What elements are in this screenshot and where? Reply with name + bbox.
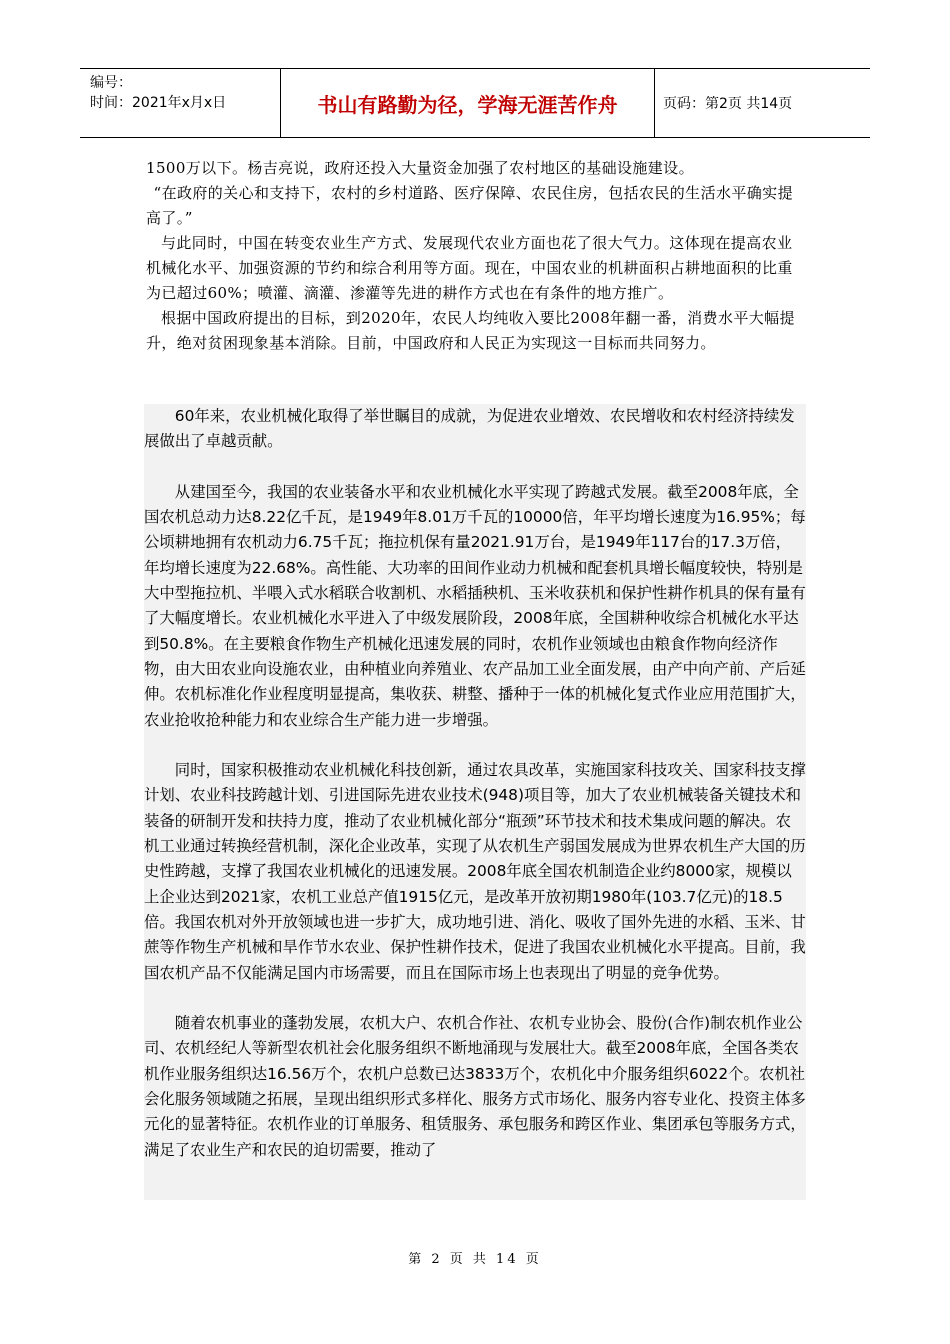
document-date-label: 时间：2021年x月x日 [90, 95, 227, 111]
highlighted-article-section [144, 404, 806, 1200]
paragraph: 1500万以下。杨吉亮说，政府还投入大量资金加强了农村地区的基础设施建设。 [146, 159, 694, 177]
paragraph: 从建国至今，我国的农业装备水平和农业机械化水平实现了跨越式发展。截至2008年底，全国农机总动力达8.22亿千瓦，是1949年8.01万千瓦的10000倍，年平均增长速度为16.95%；每公顷耕地拥有农机动力6.75千瓦；拖拉机保有量2021.91万台，是1949年117台的17.3万倍，年均增长速度为22.68%。高性能、大功率的田间作业动力机械和配套机具增长幅度较快，特别是大中型拖拉机、半喂入式水稻联合收割机、水稻插秧机、玉米收获机和保护性耕作机具的保有量有了大幅度增长。农业机械化水平进入了中级发展阶段，2008年底，全国耕种收综合机械化水平达到50.8%。在主要粮食作物生产机械化迅速发展的同时，农机作业领域也由粮食作物向经济作物，由大田农业向设施农业，由种植业向养殖业、农产品加工业全面发展，由产中向产前、产后延伸。农机标准化作业程度明显提高，集收获、耕整、播种于一体的机械化复式作业应用范围扩大，农业抢收抢种能力和农业综合生产能力进一步增强。 [144, 482, 806, 729]
article-body-top [146, 156, 806, 356]
paragraph: 与此同时，中国在转变农业生产方式、发展现代农业方面也花了很大气力。这体现在提高农业机械化水平、加强资源的节约和综合利用等方面。现在，中国农业的机耕面积占耕地面积的比重为已超过60%；喷灌、滴灌、渗灌等先进的耕作方式也在有条件的地方推广。 [146, 234, 793, 302]
paragraph: “在政府的关心和支持下，农村的乡村道路、医疗保障、农民住房，包括农民的生活水平确实提高了。” [146, 184, 793, 227]
header-info-cell [80, 69, 281, 137]
paragraph: 60年来，农业机械化取得了举世瞩目的成就，为促进农业增效、农民增收和农村经济持续发展做出了卓越贡献。 [144, 407, 795, 451]
header-page-label: 页码：第2页 共14页 [663, 96, 793, 112]
document-number-label: 编号： [90, 75, 132, 91]
header-motto: 书山有路勤为径，学海无涯苦作舟 [281, 69, 655, 137]
paragraph: 随着农机事业的蓬勃发展，农机大户、农机合作社、农机专业协会、股份(合作)制农机作业公司、农机经纪人等新型农机社会化服务组织不断地涌现与发展壮大。截至2008年底，全国各类农机作业服务组织达16.56万个，农机户总数已达3833万个，农机化中介服务组织6022个。农机社会化服务领域随之拓展，呈现出组织形式多样化、服务方式市场化、服务内容专业化、投资主体多元化的显著特征。农机作业的订单服务、租赁服务、承包服务和跨区作业、集团承包等服务方式，满足了农业生产和农民的迫切需要，推动了 [144, 1014, 806, 1159]
page-footer: 第 2 页 共 14 页 [408, 1252, 542, 1267]
paragraph: 根据中国政府提出的目标，到2020年，农民人均纯收入要比2008年翻一番，消费水平大幅提升，绝对贫困现象基本消除。目前，中国政府和人民正为实现这一目标而共同努力。 [146, 309, 795, 352]
page-header [80, 68, 870, 138]
paragraph: 同时，国家积极推动农业机械化科技创新，通过农具改革，实施国家科技攻关、国家科技支撑计划、农业科技跨越计划、引进国际先进农业技术(948)项目等，加大了农业机械装备关键技术和装备的研制开发和扶持力度，推动了农业机械化部分“瓶颈”环节技术和技术集成问题的解决。农机工业通过转换经营机制，深化企业改革，实现了从农机生产弱国发展成为世界农机生产大国的历史性跨越，支撑了我国农业机械化的迅速发展。2008年底全国农机制造企业约8000家，规模以上企业达到2021家，农机工业总产值1915亿元，是改革开放初期1980年(103.7亿元)的18.5倍。我国农机对外开放领域也进一步扩大，成功地引进、消化、吸收了国外先进的水稻、玉米、甘蔗等作物生产机械和旱作节水农业、保护性耕作技术，促进了我国农业机械化水平提高。目前，我国农机产品不仅能满足国内市场需要，而且在国际市场上也表现出了明显的竞争优势。 [144, 761, 806, 982]
